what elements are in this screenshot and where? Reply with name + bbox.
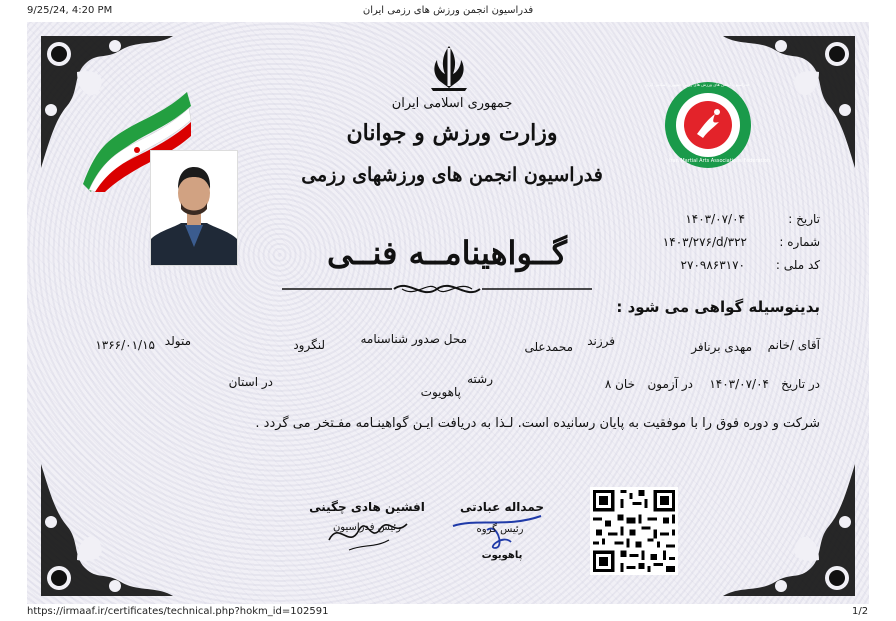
ornament-corner-bottom-right — [719, 460, 859, 600]
exam-label: در آزمون — [647, 377, 693, 391]
person-photo — [150, 150, 238, 266]
federation-logo — [644, 80, 771, 170]
father-value: محمدعلی — [524, 340, 573, 354]
print-page-count: 1/2 — [852, 606, 869, 617]
header-line-3: فدراسیون انجمن های ورزشهای رزمی — [301, 164, 603, 186]
signature-2-title: رئیس گروه — [476, 524, 524, 535]
certificate-title: گــواهینامــه فنــی — [327, 234, 567, 272]
print-url: https://irmaaf.ir/certificates/technical.php?hokm_id=102591 — [27, 606, 329, 617]
birthplace-label: محل صدور شناسنامه — [360, 332, 467, 346]
iran-emblem-icon — [423, 42, 475, 94]
closing-text: شرکت و دوره فوق را با موفقیت به پایان رسانیده است. لـذا به دریافت ایـن گواهینـامه مفـتخر می گردد . — [255, 416, 820, 431]
name-label: آقای /خانم — [767, 338, 820, 352]
born-value: ۱۳۶۶/۰۱/۱۵ — [95, 338, 155, 352]
exam-date-label: در تاریخ — [781, 377, 820, 391]
national-code-value: ۲۷۰۹۸۶۳۱۷۰ — [680, 258, 745, 272]
signature-1-name: افشین هادی چگینی — [309, 500, 425, 514]
national-code-label: کد ملی : — [775, 258, 820, 272]
field-label: رشته — [467, 372, 493, 386]
header-line-2: وزارت ورزش و جوانان — [346, 120, 558, 146]
province-label: در استان — [228, 375, 273, 389]
title-divider-ornament — [282, 278, 592, 300]
ornament-corner-bottom-left — [37, 460, 177, 600]
header-line-1: جمهوری اسلامی ایران — [391, 96, 513, 111]
exam-date-value: ۱۴۰۳/۰۷/۰۴ — [709, 377, 769, 391]
intro-text: بدینوسیله گواهی می شود : — [616, 298, 820, 316]
signature-2-subtitle: پاهویوت — [481, 550, 523, 561]
born-label: متولد — [164, 334, 191, 348]
date-value: ۱۴۰۳/۰۷/۰۴ — [685, 212, 745, 226]
qr-code — [590, 487, 678, 575]
print-page-title: فدراسیون انجمن ورزش های رزمی ایران — [362, 5, 534, 16]
date-label: تاریخ : — [788, 212, 820, 226]
name-value: مهدی برنافر — [691, 340, 752, 354]
certificate — [27, 22, 869, 604]
logo-text-fa: فدراسیون انجمن های ورزش های رزمی جمهوری اسلامی ایران — [644, 82, 749, 87]
signature-2-name: حمداله عبادتی — [459, 500, 545, 514]
exam-value: خان ۸ — [604, 377, 635, 391]
field-value: پاهویوت — [420, 385, 461, 399]
print-datetime: 9/25/24, 4:20 PM — [27, 5, 113, 16]
signature-1-title: رئیس فدراسیون — [332, 522, 402, 533]
signature-1-mark — [319, 500, 419, 560]
father-label: فرزند — [587, 334, 615, 348]
birthplace-value: لنگرود — [293, 338, 325, 352]
number-label: شماره : — [779, 235, 820, 249]
number-value: ۱۴۰۳/۲۷۶/d/۳۲۲ — [662, 235, 747, 249]
logo-text-en: Iran Martial Arts Associations Federation — [669, 158, 771, 164]
